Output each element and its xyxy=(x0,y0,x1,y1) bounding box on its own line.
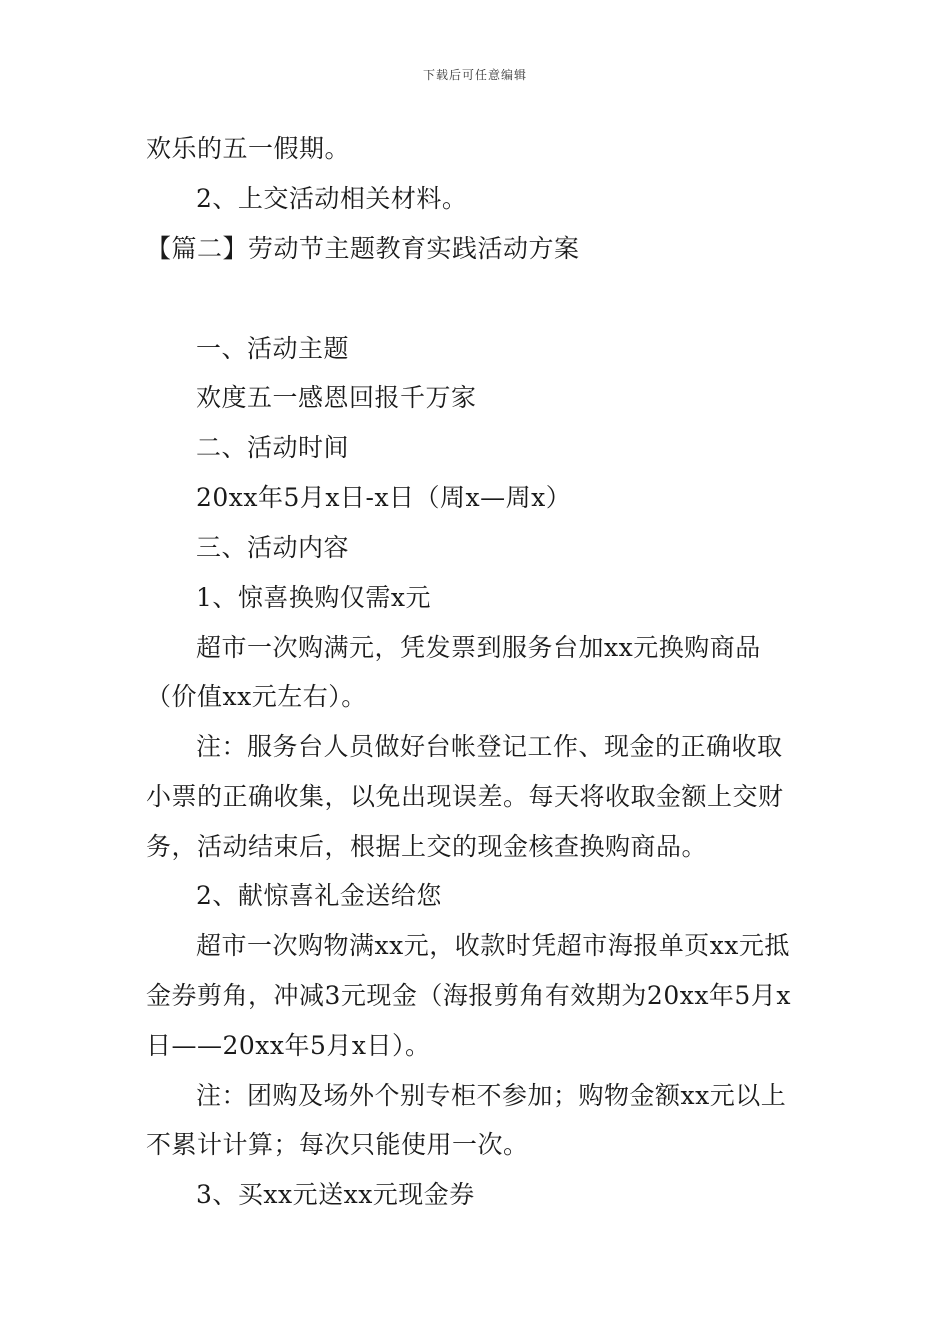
paragraph-line: 超市一次购满元，凭发票到服务台加xx元换购商品 xyxy=(196,633,761,662)
page-header: 下载后可任意编辑 xyxy=(422,68,527,82)
paragraph-line: 小票的正确收集，以免出现误差。每天将收取金额上交财 xyxy=(146,782,784,811)
paragraph-line: 欢乐的五一假期。 xyxy=(146,134,351,163)
paragraph-line: 欢度五一感恩回报千万家 xyxy=(196,383,477,412)
paragraph-line: 注：服务台人员做好台帐登记工作、现金的正确收取 xyxy=(196,732,783,761)
section-heading: 一、活动主题 xyxy=(196,334,350,363)
paragraph-line: 2、上交活动相关材料。 xyxy=(196,184,468,213)
paragraph-line: 超市一次购物满xx元，收款时凭超市海报单页xx元抵 xyxy=(196,931,790,960)
subsection-heading: 1、惊喜换购仅需x元 xyxy=(196,583,432,612)
subsection-heading: 2、献惊喜礼金送给您 xyxy=(196,881,442,910)
paragraph-line: 日——20xx年5月x日）。 xyxy=(146,1031,431,1060)
paragraph-line: 不累计计算；每次只能使用一次。 xyxy=(146,1130,529,1159)
section-heading: 二、活动时间 xyxy=(196,433,350,462)
subsection-heading: 3、买xx元送xx元现金券 xyxy=(196,1180,475,1209)
paragraph-line: 注：团购及场外个别专柜不参加；购物金额xx元以上 xyxy=(196,1081,787,1110)
paragraph-line: 20xx年5月x日-x日（周x—周x） xyxy=(196,483,572,512)
section-heading: 三、活动内容 xyxy=(196,533,350,562)
paragraph-line: （价值xx元左右）。 xyxy=(146,682,367,711)
paragraph-line: 金券剪角，冲减3元现金（海报剪角有效期为20xx年5月x xyxy=(146,981,791,1010)
section-title: 【篇二】劳动节主题教育实践活动方案 xyxy=(146,234,580,263)
paragraph-line: 务，活动结束后，根据上交的现金核查换购商品。 xyxy=(146,832,708,861)
